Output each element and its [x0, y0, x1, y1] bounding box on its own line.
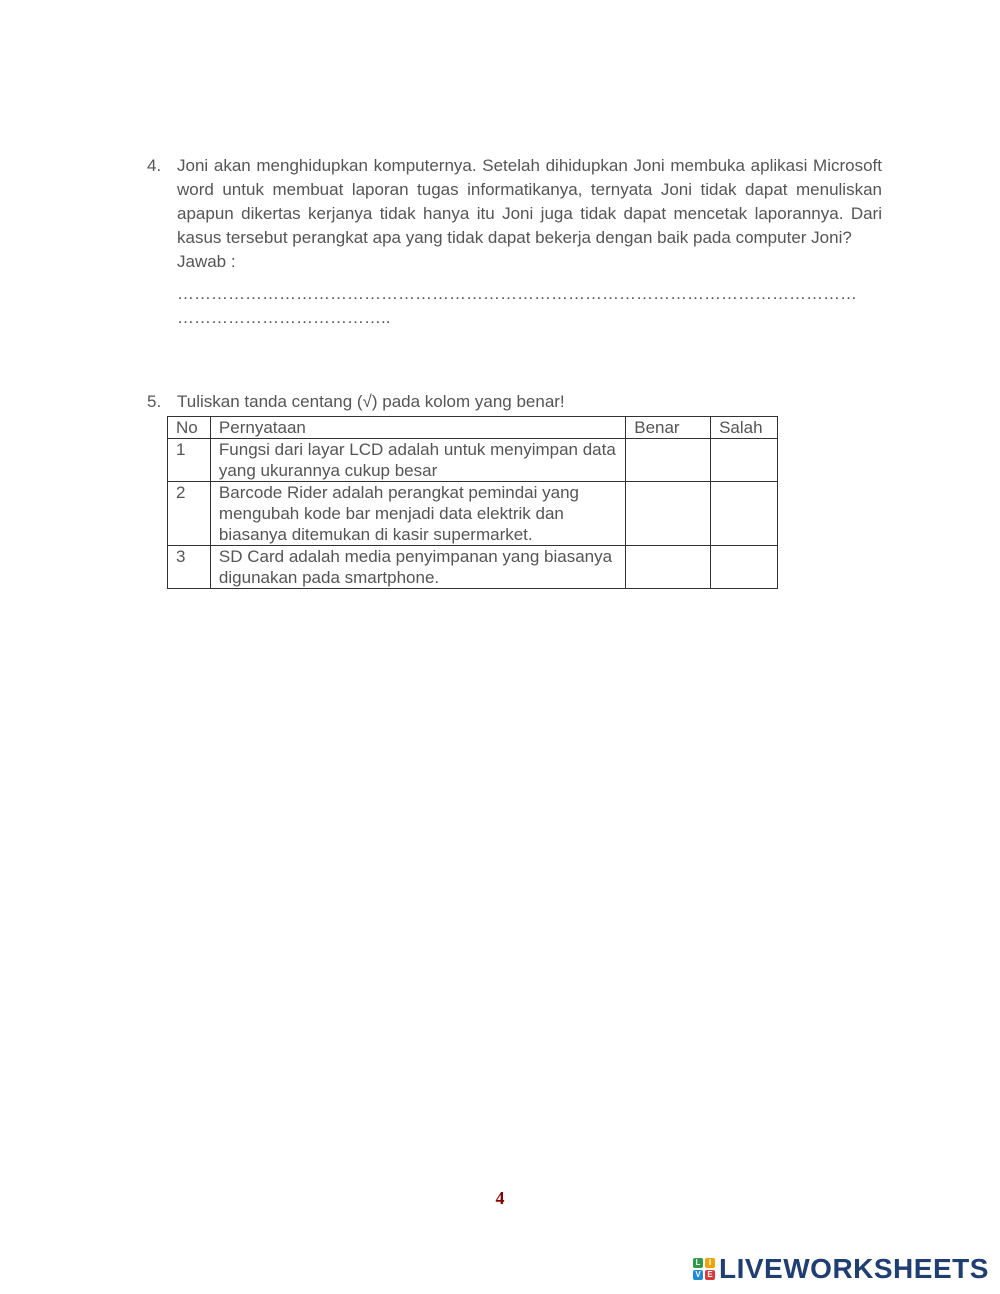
row-no: 2 — [168, 482, 211, 546]
row-no: 1 — [168, 439, 211, 482]
header-no: No — [168, 417, 211, 439]
table-row — [168, 482, 778, 546]
statement-table — [167, 416, 778, 589]
answer-label: Jawab : — [177, 252, 236, 271]
row-no: 3 — [168, 546, 211, 589]
table-header-row — [168, 417, 778, 439]
header-benar: Benar — [626, 417, 711, 439]
logo-text: LIVEWORKSHEETS — [719, 1253, 989, 1284]
question-number: 4. — [147, 156, 162, 175]
question-text: Joni akan menghidupkan komputernya. Setelah dihidupkan Joni membuka aplikasi Microsoft word untuk membuat laporan tugas informatikanya, ternyata Joni tidak dapat menuliskan apapun dikertas kerjanya tidak hanya itu Joni juga tidak dapat mencetak laporannya. Dari kasus tersebut perangkat apa yang tidak dapat bekerja dengan baik pada computer Joni? — [177, 156, 882, 247]
header-statement: Pernyataan — [210, 417, 625, 439]
page-number: 4 — [495, 1188, 505, 1208]
benar-cell[interactable] — [626, 482, 711, 546]
logo-icon-letter: I — [705, 1258, 715, 1268]
row-statement: Fungsi dari layar LCD adalah untuk menyimpan data yang ukurannya cukup besar — [210, 439, 625, 482]
question-body — [177, 154, 882, 330]
table-row — [168, 546, 778, 589]
salah-cell[interactable] — [711, 439, 778, 482]
answer-line-2: ……………………………….. — [177, 308, 391, 327]
question-text: Tuliskan tanda centang (√) pada kolom yang benar! — [177, 392, 565, 411]
logo-icon-letter: E — [705, 1270, 715, 1280]
salah-cell[interactable] — [711, 546, 778, 589]
row-statement: SD Card adalah media penyimpanan yang biasanya digunakan pada smartphone. — [210, 546, 625, 589]
header-salah: Salah — [711, 417, 778, 439]
benar-cell[interactable] — [626, 439, 711, 482]
benar-cell[interactable] — [626, 546, 711, 589]
logo-icon — [693, 1258, 715, 1280]
answer-line-1: ………………………………………………………………………………………………………… — [177, 284, 857, 303]
liveworksheets-logo — [693, 1253, 989, 1285]
salah-cell[interactable] — [711, 482, 778, 546]
row-statement: Barcode Rider adalah perangkat pemindai yang mengubah kode bar menjadi data elektrik dan biasanya ditemukan di kasir supermarket. — [210, 482, 625, 546]
table-row — [168, 439, 778, 482]
question-number: 5. — [147, 392, 162, 411]
logo-icon-letter: L — [693, 1258, 703, 1268]
logo-icon-letter: V — [693, 1270, 703, 1280]
